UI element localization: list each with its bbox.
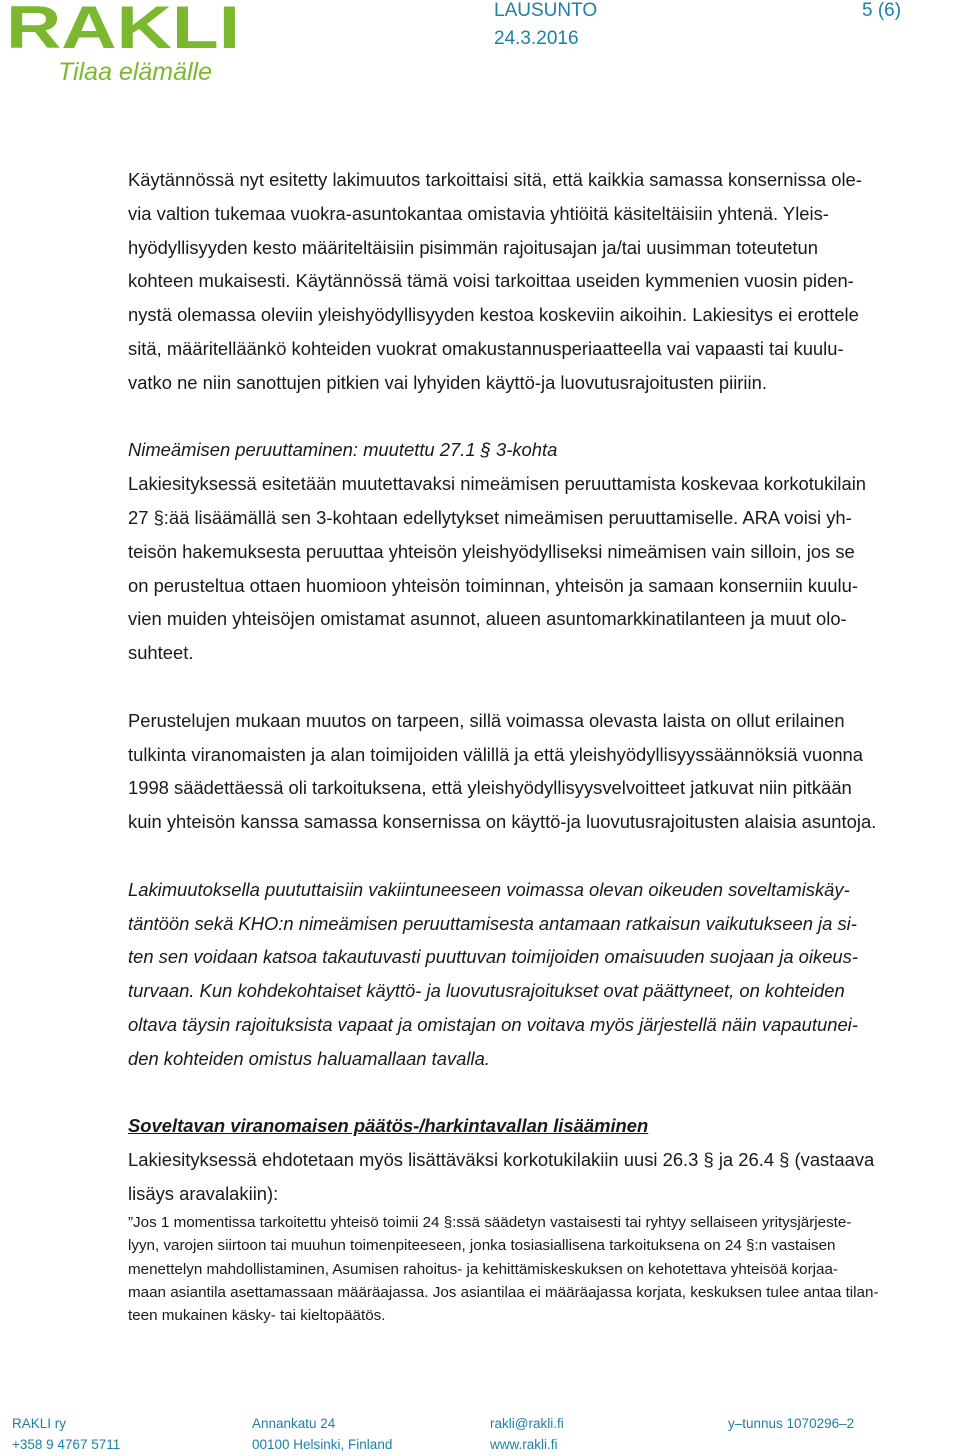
text-line: turvaan. Kun kohdekohtaiset käyttö- ja luovutusrajoitukset ovat päättyneet, on kohteiden <box>128 980 845 1002</box>
text-line: oltava täysin rajoituksista vapaat ja omistajan on voitava myös järjestellä näin vapautunei- <box>128 1013 858 1035</box>
text-line: lyyn, varojen siirtoon tai muuhun toimenpiteeseen, jonka tosiasiallisena tarkoituksena on 24 §:n vastaisen <box>128 1237 836 1255</box>
text-line: 1998 säädettäessä oli tarkoituksena, että yleishyödyllisyysvelvoitteet jatkuvat niin pitkään <box>128 777 852 799</box>
subheading-nimeamisen-peruuttaminen: Nimeämisen peruuttaminen: muutettu 27.1 § 3-kohta <box>128 439 558 461</box>
paragraph-2 <box>128 467 960 670</box>
document-type: LAUSUNTO <box>494 0 598 21</box>
text-line: 27 §:ää lisäämällä sen 3-kohtaan edellytykset nimeämisen peruuttamiselle. ARA voisi yh- <box>128 506 852 528</box>
page-footer <box>0 1416 960 1456</box>
text-line: Käytännössä nyt esitetty lakimuutos tarkoittaisi sitä, että kaikkia samassa konsernissa ole- <box>128 169 862 190</box>
footer-email[interactable]: rakli@rakli.fi <box>490 1416 564 1431</box>
text-line: vatko ne niin sanottujen pitkien vai lyhyiden käyttö-ja luovutusrajoitusten piiriin. <box>128 371 767 393</box>
text-line: ten sen voidaan katsoa takautuvasti puuttuvan toimijoiden omaisuuden suojaan ja oikeus- <box>128 946 858 968</box>
text-line: tulkinta viranomaisten ja alan toimijoiden välillä ja että yleishyödyllisyyssäännöksiä vuonna <box>128 743 863 765</box>
footer-website[interactable]: www.rakli.fi <box>490 1437 558 1452</box>
text-line: on perusteltua ottaen huomioon yhteisön toiminnan, yhteisön ja samaan konserniin kuulu- <box>128 574 858 596</box>
text-line: menettelyn mahdollistaminen, Asumisen rahoitus- ja kehittämiskeskuksen on kehotettava yhteisöä korjaa- <box>128 1260 838 1278</box>
quote-block <box>128 1211 960 1328</box>
text-line: Lakimuutoksella puututtaisiin vakiintuneeseen voimassa olevan oikeuden soveltamiskäy- <box>128 878 850 900</box>
text-line: Perustelujen mukaan muutos on tarpeen, sillä voimassa olevasta laista on ollut erilainen <box>128 709 845 731</box>
logo-tagline: Tilaa elämälle <box>58 58 213 86</box>
document-date: 24.3.2016 <box>494 28 579 49</box>
page-number: 5 (6) <box>862 0 902 21</box>
logo-wordmark: RAKLI <box>6 0 240 61</box>
footer-phone: +358 9 4767 5711 <box>12 1437 121 1452</box>
document-body <box>128 163 960 1328</box>
footer-org: RAKLI ry <box>12 1416 67 1431</box>
text-line: täntöön sekä KHO:n nimeämisen peruuttamisesta antamaan ratkaisun vaikutukseen ja si- <box>128 912 857 934</box>
text-line: vien muiden yhteisöjen omistamat asunnot, alueen asuntomarkkinatilanteen ja muut olo- <box>128 608 847 630</box>
paragraph-3 <box>128 704 960 839</box>
text-line: teen mukainen käsky- tai kieltopäätös. <box>128 1307 386 1325</box>
text-line: suhteet. <box>128 642 194 664</box>
footer-city: 00100 Helsinki, Finland <box>252 1437 393 1452</box>
rakli-logo <box>6 0 246 86</box>
text-line: kohteen mukaisesti. Käytännössä tämä voisi tarkoittaa useiden kymmenien vuosin piden- <box>128 270 854 292</box>
text-line: Lakiesityksessä esitetään muutettavaksi nimeämisen peruuttamista koskevaa korkotukilain <box>128 473 867 495</box>
paragraph-5 <box>128 1143 960 1211</box>
text-line: teisön hakemuksesta peruuttaa yhteisön yleishyödylliseksi nimeämisen vain silloin, jos se <box>128 540 855 562</box>
text-line: lisäys aravalakiin): <box>128 1182 279 1204</box>
text-line: sitä, määritelläänkö kohteiden vuokrat omakustannusperiaatteella vai vapaasti tai kuulu- <box>128 337 844 359</box>
footer-street: Annankatu 24 <box>252 1416 336 1431</box>
text-line: via valtion tukemaa vuokra-asuntokantaa omistavia yhtiöitä käsiteltäisiin yhtenä. Yleis- <box>128 202 829 224</box>
text-line: maan asiantila asettamassaan määräajassa. Jos asiantilaa ei määräajassa korjata, keskuksen tulee antaa tilan- <box>128 1283 879 1301</box>
footer-business-id: y–tunnus 1070296–2 <box>728 1416 855 1431</box>
heading-soveltavan-viranomaisen: Soveltavan viranomaisen päätös-/harkintavallan lisääminen <box>128 1115 649 1137</box>
text-line: den kohteiden omistus haluamallaan tavalla. <box>128 1047 490 1069</box>
paragraph-4 <box>128 873 960 1076</box>
text-line: ”Jos 1 momentissa tarkoitettu yhteisö toimii 24 §:ssä säädetyn vastaisesti tai ryhtyy sellaiseen yritysjärjeste- <box>128 1213 852 1231</box>
text-line: hyödyllisyyden kesto määriteltäisiin pisimmän rajoitusajan ja/tai uusimman toteutetun <box>128 236 818 258</box>
text-line: kuin yhteisön kanssa samassa konsernissa on käyttö-ja luovutusrajoitusten alaisia asuntoja. <box>128 811 877 833</box>
text-line: Lakiesityksessä ehdotetaan myös lisättäväksi korkotukilakiin uusi 26.3 § ja 26.4 § (vastaava <box>128 1149 875 1171</box>
text-line: nystä olemassa oleviin yleishyödyllisyyden kestoa koskeviin aikoihin. Lakiesitys ei erottele <box>128 304 859 326</box>
paragraph-1 <box>128 163 960 400</box>
